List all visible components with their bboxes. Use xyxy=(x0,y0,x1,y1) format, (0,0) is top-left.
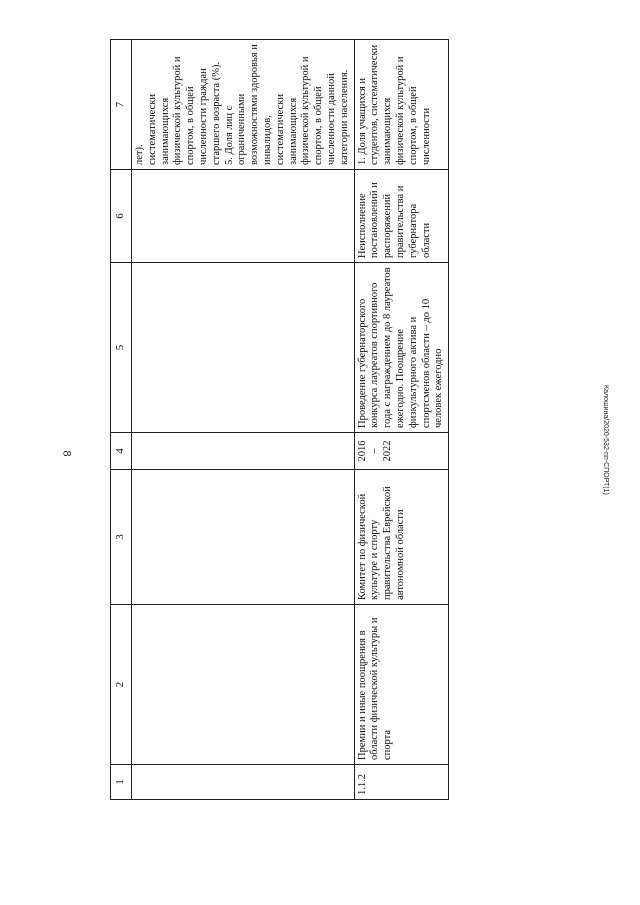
cell-executor: Комитет по физической культуре и спорту правительства Еврейской автономной области xyxy=(354,470,449,605)
program-table-container xyxy=(110,44,445,800)
cell-empty xyxy=(132,605,355,765)
cell-period: 2016 – 2022 xyxy=(354,433,449,470)
document-reference-note: Калошина/2020-532-пп-СПОРТ(1) xyxy=(602,385,609,495)
cell-empty xyxy=(132,433,355,470)
cell-empty xyxy=(132,170,355,263)
header-col-5: 5 xyxy=(111,263,132,433)
header-col-7: 7 xyxy=(111,40,132,170)
cell-indicators: 1. Доля учащихся и студентов, систематически занимающихся физической культурой и спортом, в общей численности xyxy=(354,40,449,170)
rotated-table-layer xyxy=(110,44,445,800)
cell-number: 1.1.2 xyxy=(354,765,449,800)
header-col-2: 2 xyxy=(111,605,132,765)
header-col-3: 3 xyxy=(111,470,132,605)
header-col-4: 4 xyxy=(111,433,132,470)
table-row-continued xyxy=(132,40,355,800)
header-col-6: 6 xyxy=(111,170,132,263)
cell-consequences: Неисполнение постановлений и распоряжений правительства и губернатора области xyxy=(354,170,449,263)
cell-empty xyxy=(132,470,355,605)
cell-content: Проведение губернаторского конкурса лауреатов спортивного года с награждением до 8 лауреатов ежегодно. Поощрение физкультурного актива и спортсменов области – до 10 человек ежегодно xyxy=(354,263,449,433)
table-row-1-1-2 xyxy=(354,40,449,800)
program-activities-table xyxy=(110,39,449,800)
page-number: 8 xyxy=(60,450,75,457)
cell-empty xyxy=(132,263,355,433)
table-header-row xyxy=(111,40,132,800)
header-col-1: 1 xyxy=(111,765,132,800)
cell-empty xyxy=(132,765,355,800)
cell-activity-name: Премии и иные поощрения в области физической культуры и спорта xyxy=(354,605,449,765)
cell-indicators-continued: лет). систематически занимающихся физической культурой и спортом, в общей численности граждан старшего возраста (%). 5. Доля лиц с ограниченными возможностями здоровья и инвалидов, систематически занимающихся физической культурой и спортом, в общей численности данной категории населения. xyxy=(132,40,355,170)
